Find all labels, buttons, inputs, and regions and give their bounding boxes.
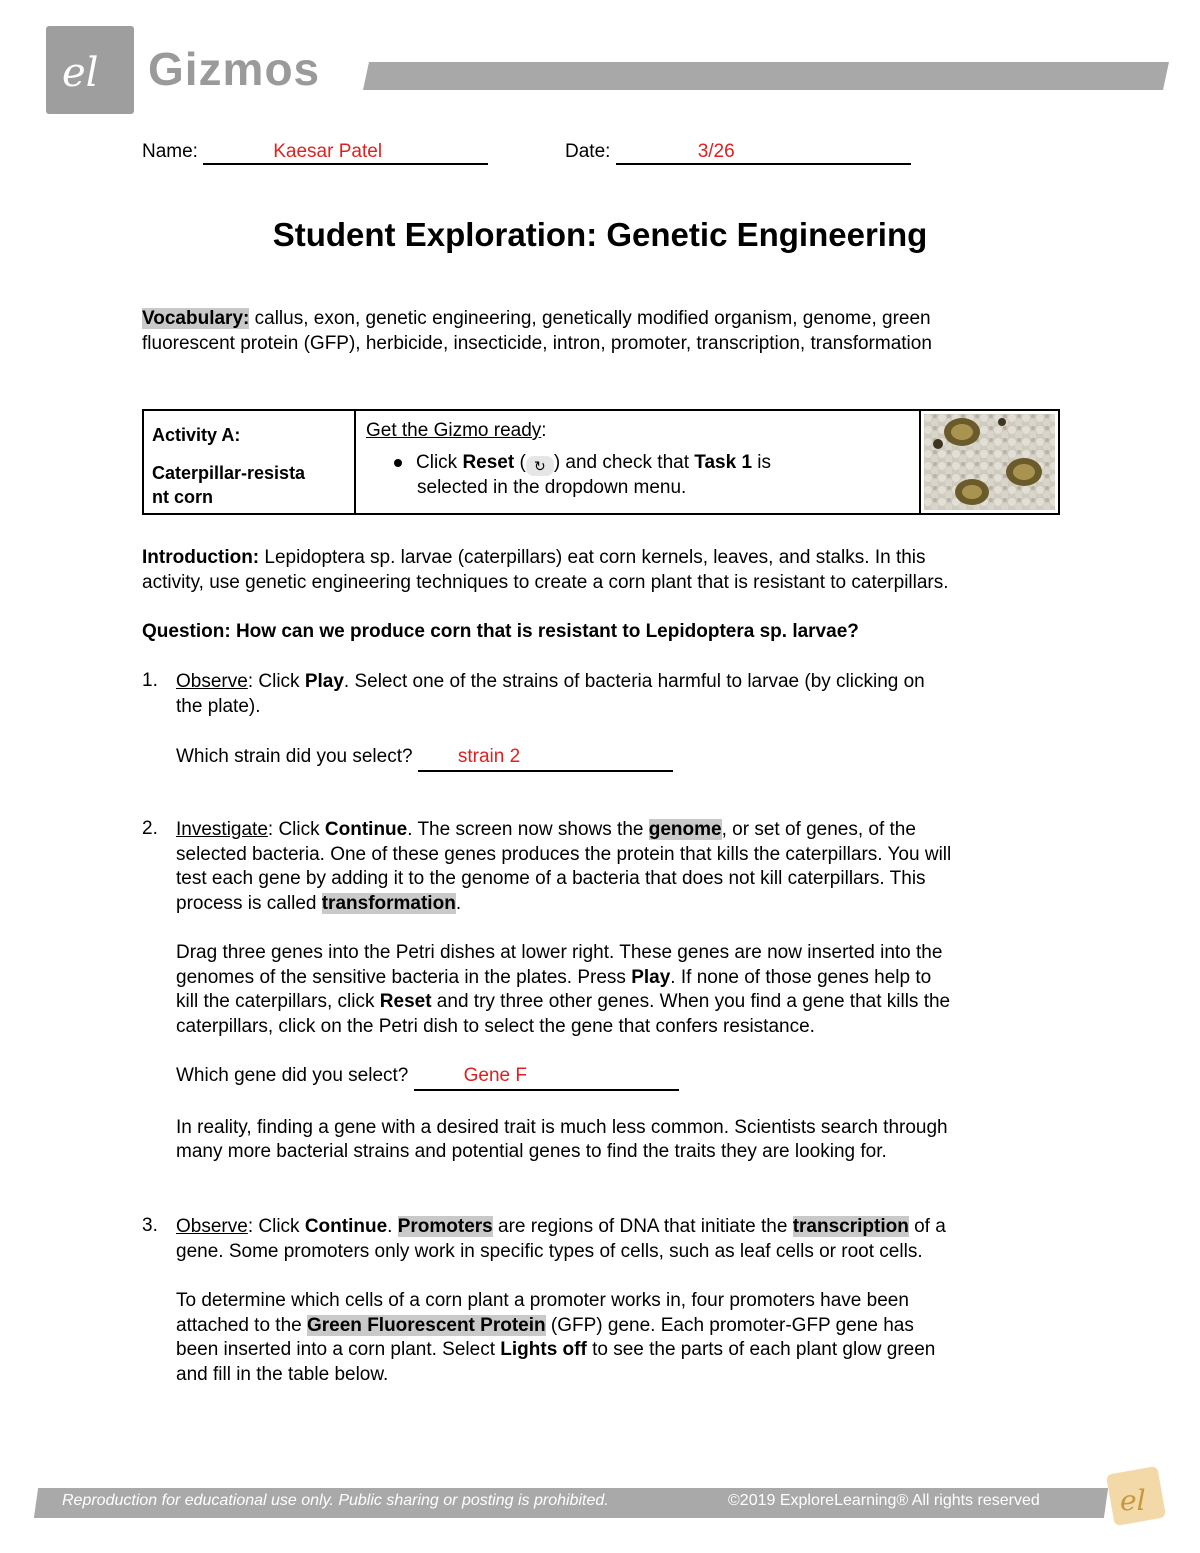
q2-p2-line4: caterpillars, click on the Petri dish to select the gene that confers resistance. (176, 1015, 815, 1037)
q1-answer: strain 2 (457, 746, 521, 767)
q3-p2-line3b: to see the parts of each plant glow green (586, 1339, 936, 1360)
introduction (142, 546, 1062, 595)
activity-label-cell (144, 411, 356, 513)
q3-p2-line1: To determine which cells of a corn plant a promoter works in, four promoters have been (176, 1290, 909, 1311)
footer-logo-icon (1100, 1462, 1170, 1532)
q2-p2-line2a: genomes of the sensitive bacteria in the plates. Press (176, 966, 632, 988)
q2-line4b: . (455, 892, 462, 914)
q2-p2-line1: Drag three genes into the Petri dishes at lower right. These genes are now inserted into the (176, 942, 943, 963)
q2-p2-line3b: and try three other genes. When you find a gene that kills the (431, 991, 951, 1012)
q2-line3: test each gene by adding it to the genome of a bacteria that does not kill caterpillars. This (176, 868, 926, 889)
q2-p2-line3a: kill the caterpillars, click (176, 991, 380, 1012)
step-is: is (752, 452, 772, 473)
q1-line2: the plate). (176, 695, 261, 717)
main-question: Question: How can we produce corn that is resistant to Lepidoptera sp. larvae? (142, 621, 859, 642)
q2-t3: , or set of genes, of the (721, 819, 916, 840)
q3-number: 3. (142, 1215, 158, 1236)
q3-p2-line2a: attached to the (176, 1314, 307, 1336)
footer-rights: ©2019 ExploreLearning® All rights reserved (728, 1492, 1040, 1509)
q1-t1: : Click (247, 671, 305, 692)
step-task: Task 1 (694, 452, 753, 473)
q2-p2-reset: Reset (379, 991, 432, 1012)
activity-name-line1: Caterpillar-resista (152, 463, 306, 483)
date-label: Date: (565, 141, 611, 162)
q2-transformation: transformation (321, 892, 456, 914)
caterpillar-image (924, 414, 1055, 510)
activity-table (142, 409, 1060, 515)
q2 (176, 818, 1066, 1165)
date-field[interactable] (616, 141, 911, 165)
q3-p2-line4: and fill in the table below. (176, 1363, 389, 1385)
footer-copyright-notice: Reproduction for educational use only. Public sharing or posting is prohibited. (62, 1492, 609, 1509)
q2-answer: Gene F (463, 1065, 528, 1086)
name-label: Name: (142, 141, 198, 162)
q2-p2-line2b: . If none of those genes help to (670, 966, 932, 988)
brand-name: Gizmos (148, 43, 321, 95)
gizmo-ready-colon: : (541, 420, 547, 441)
q3-t3: are regions of DNA that initiate the (492, 1216, 793, 1237)
q3-line2: gene. Some promoters only work in specific types of cells, such as leaf cells or root cells. (176, 1240, 923, 1262)
vocabulary-line2: fluorescent protein (GFP), herbicide, insecticide, intron, promoter, transcription, transformation (142, 332, 932, 354)
q3-heading: Observe (176, 1216, 248, 1237)
q1-number: 1. (142, 670, 158, 691)
q2-heading: Investigate (176, 819, 268, 840)
gizmo-ready-heading: Get the Gizmo ready (366, 420, 542, 441)
explorelearning-logo-icon (46, 26, 134, 114)
name-row (142, 141, 488, 165)
date-row (565, 141, 911, 165)
q3-continue: Continue (304, 1216, 388, 1237)
q3 (176, 1215, 1066, 1387)
name-field[interactable] (203, 141, 488, 165)
q2-t1: : Click (267, 819, 325, 840)
q2-answer-field[interactable] (414, 1064, 679, 1091)
vocabulary-label: Vocabulary: (142, 308, 250, 329)
q3-p2-line2b: (GFP) gene. Each promoter-GFP gene has (545, 1314, 914, 1336)
q1-prompt: Which strain did you select? (176, 746, 418, 767)
page-title: Student Exploration: Genetic Engineering (272, 216, 928, 253)
q3-transcription: transcription (792, 1216, 909, 1237)
svg-text:el: el (62, 50, 99, 96)
reset-icon: ↻ (526, 456, 554, 476)
svg-text:el: el (1120, 1484, 1146, 1517)
q3-promoters: Promoters (397, 1216, 493, 1237)
date-value: 3/26 (697, 141, 735, 162)
q2-number: 2. (142, 818, 158, 839)
q2-prompt: Which gene did you select? (176, 1065, 414, 1086)
q3-lights-off: Lights off (500, 1339, 587, 1360)
activity-label: Activity A: (152, 425, 241, 445)
q2-p2-play: Play (631, 966, 671, 988)
q3-gfp: Green Fluorescent Protein (307, 1314, 546, 1336)
q2-line2: selected bacteria. One of these genes produces the protein that kills the caterpillars. You will (176, 843, 952, 865)
q3-t2: . (387, 1216, 398, 1237)
activity-name-line2: nt corn (152, 487, 213, 507)
step-reset: Reset (462, 452, 515, 473)
vocabulary (142, 307, 1062, 356)
q2-t2: . The screen now shows the (407, 819, 649, 840)
vocabulary-line1: callus, exon, genetic engineering, genetically modified organism, genome, green (249, 308, 931, 329)
q2-genome: genome (648, 819, 722, 840)
q3-t4: of a (908, 1216, 946, 1237)
introduction-line2: activity, use genetic engineering techniques to create a corn plant that is resistant to caterpillars. (142, 571, 949, 593)
q3-p2-line3a: been inserted into a corn plant. Select (176, 1339, 501, 1360)
q3-t1: : Click (247, 1216, 305, 1237)
activity-image-cell (921, 411, 1058, 513)
q2-line4a: process is called (176, 892, 322, 914)
activity-instructions-cell (356, 411, 921, 513)
header-bar (363, 62, 1169, 90)
q1-answer-field[interactable] (418, 745, 673, 772)
introduction-line1: Lepidoptera sp. larvae (caterpillars) eat corn kernels, leaves, and stalks. In this (259, 547, 926, 568)
q2-continue: Continue (324, 819, 408, 840)
introduction-label: Introduction: (142, 547, 260, 568)
q1-heading: Observe (176, 671, 248, 692)
step-paren: ( (514, 452, 526, 473)
q1 (176, 670, 1066, 772)
q1-t2: . Select one of the strains of bacteria harmful to larvae (by clicking on (343, 671, 925, 692)
q1-play: Play (304, 671, 344, 692)
bullet (394, 459, 402, 467)
name-value: Kaesar Patel (273, 141, 383, 162)
step-mid: ) and check that (553, 452, 695, 473)
q2-p3-line1: In reality, finding a gene with a desired trait is much less common. Scientists search through (176, 1116, 948, 1138)
step-line2: selected in the dropdown menu. (417, 477, 687, 498)
q2-p3-line2: many more bacterial strains and potential genes to find the traits they are looking for. (176, 1141, 887, 1162)
step-click: Click (416, 452, 463, 473)
